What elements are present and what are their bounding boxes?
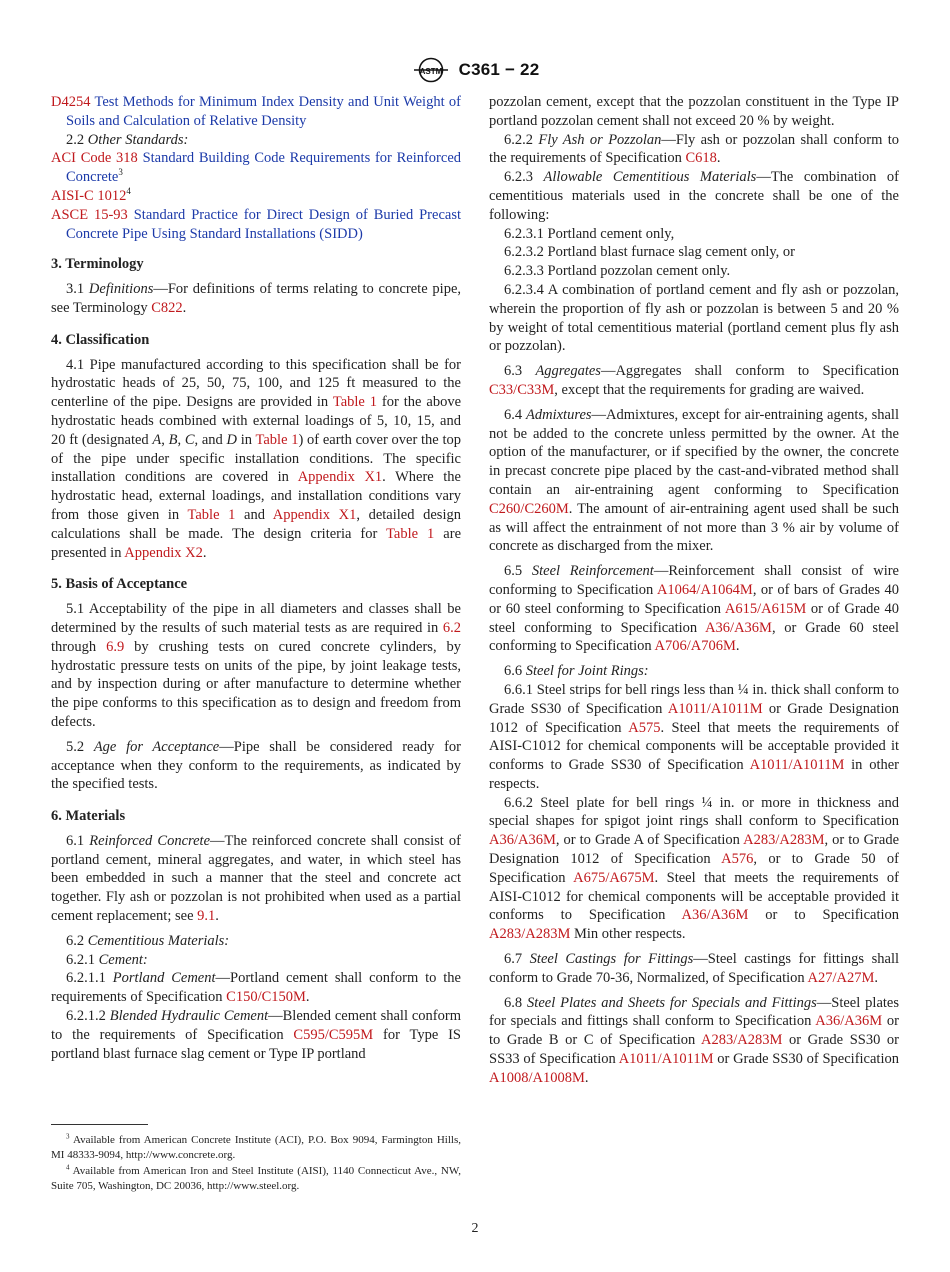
reference-title-link[interactable]: Test Methods for Minimum Index Density and Unit Weight of Soils and Calculation of Relative Density (66, 94, 461, 129)
paragraph: 3.1 Definitions—For definitions of terms relating to concrete pipe, see Terminology C822. (51, 281, 461, 316)
section-link[interactable]: 9.1 (197, 908, 216, 925)
footnote: $^3$ Available from American Concrete Institute (ACI), P.O. Box 9094, Farmington Hills, MI 48333-9094, http://www.concrete.org. (51, 1132, 461, 1162)
reference-code-link[interactable]: ASCE 15-93 (51, 206, 128, 223)
section-heading: 6. Materials (51, 808, 126, 825)
paragraph: 6.2.3 Allowable Cementitious Materials—The combination of cementitious materials used in the concrete shall be one of the following: (489, 169, 900, 223)
paragraph: pozzolan cement, except that the pozzolan constituent in the Type IP portland pozzolan cement shall not exceed 20 % by weight. (489, 94, 899, 129)
footnote: $^4$ Available from American Iron and Steel Institute (AISI), 1140 Connecticut Ave., NW, Suite 705, Washington, DC 20036, http://www.steel.org. (51, 1162, 461, 1192)
paragraph: 6.1 Reinforced Concrete—The reinforced concrete shall consist of portland cement, mineral aggregates, and water, in which steel has been embedded in such a manner that the steel and concrete act together. Fly ash or pozzolan is not prohibited when used as a partial cement replacement; see 9.1. (51, 832, 461, 925)
svg-text:ASTM: ASTM (419, 67, 442, 76)
section-heading: 4. Classification (51, 331, 150, 348)
reference-code-link[interactable]: ACI Code 318 (51, 150, 138, 167)
reference-entry (51, 187, 461, 206)
footnote-divider (51, 1124, 148, 1125)
reference-entry (51, 149, 461, 187)
spec-link[interactable]: A283/A283M (489, 926, 571, 943)
paragraph: 6.6.2 Steel plate for bell rings ¼ in. or more in thickness and special shapes for spigot joint rings shall conform to Specification A36/A36M, or to Grade A of Specification A283/A283M, or to Grade Designation 1012 of Specification A576, or to Grade 50 of Specification A675/A675M. Steel that meets the requirements of AISI-C1012 for chemical components will be acceptable provided it conforms to Specification A36/A36M or to Specification A283/A283M Min other respects. (489, 794, 900, 943)
paragraph: 6.2.3.3 Portland pozzolan cement only. (504, 263, 731, 280)
section-link[interactable]: 6.2 (442, 619, 461, 636)
spec-link[interactable]: A36/A36M (815, 1013, 883, 1030)
spec-link[interactable]: A283/A283M (701, 1032, 783, 1049)
paragraph: 6.4 Admixtures—Admixtures, except for air-entraining agents, shall not be added to the concrete unless permitted by the owner. At the option of the manufacturer, or if specified by the owner, the concrete in precast concrete pipe placed by the cast-and-vibrated method shall contain an air-entraining agent conforming to Specification C260/C260M. The amount of air-entraining agent used shall be such as will affect the entrainment of not more than 3 % air by volume of concrete as discharged from the mixer. (489, 406, 899, 555)
spec-link[interactable]: C822 (151, 299, 183, 316)
paragraph: 6.2.1 Cement: (66, 951, 148, 968)
spec-link[interactable]: A615/A615M (724, 600, 807, 617)
section-heading: 3. Terminology (51, 256, 144, 273)
astm-logo-icon (411, 57, 451, 83)
reference-entry (51, 93, 461, 131)
spec-link[interactable]: A1008/A1008M (489, 1069, 585, 1086)
paragraph: 6.2.2 Fly Ash or Pozzolan—Fly ash or pozzolan shall conform to the requirements of Specification C618. (489, 131, 899, 167)
footnote-ref[interactable]: 3 (118, 167, 123, 178)
paragraph: 6.3 Aggregates—Aggregates shall conform to Specification C33/C33M, except that the requirements for grading are waived. (489, 363, 899, 398)
paragraph: 6.2.1.2 Blended Hydraulic Cement—Blended cement shall conform to the requirements of Specification C595/C595M for Type IS portland blast furnace slag cement or Type IP portland (51, 1008, 461, 1062)
footnotes (51, 1133, 461, 1194)
right-column (489, 93, 899, 1088)
spec-link[interactable]: C260/C260M (489, 500, 569, 517)
spec-link[interactable]: A1011/A1011M (667, 700, 763, 717)
page-header (0, 57, 950, 83)
appendix-link[interactable]: Appendix X1 (272, 506, 357, 523)
reference-code-link[interactable]: AISI-C 1012 (51, 187, 127, 204)
table-link[interactable]: Table 1 (187, 506, 236, 523)
spec-link[interactable]: C33/C33M (489, 381, 555, 398)
page-number: 2 (471, 1221, 479, 1236)
paragraph: 6.8 Steel Plates and Sheets for Specials and Fittings—Steel plates for specials and fittings shall conform to Specification A36/A36M or to Grade B or C of Specification A283/A283M or Grade SS30 or SS33 of Specification A1011/A1011M or Grade SS30 of Specification A1008/A1008M. (489, 994, 899, 1086)
spec-link[interactable]: C618 (685, 150, 717, 167)
spec-link[interactable]: A675/A675M (573, 869, 655, 886)
paragraph: 6.5 Steel Reinforcement—Reinforcement shall consist of wire conforming to Specification A1064/A1064M, or of bars of Grades 40 or 60 steel conforming to Specification A615/A615M or of Grade 40 steel conforming to Specification A36/A36M, or Grade 60 steel conforming to Specification A706/A706M. (489, 563, 899, 655)
paragraph: 5.1 Acceptability of the pipe in all diameters and classes shall be determined by the results of such material tests as are required in 6.2 through 6.9 by crushing tests on cured concrete cylinders, by hydrostatic pressure tests on units of the pipe, by joint leakage tests, and by inspection during or after manufacture to determine whether the pipe conforms to this specification as to design and freedom from defects. (51, 601, 462, 730)
paragraph: 6.7 Steel Castings for Fittings—Steel castings for fittings shall conform to Grade 70-36, Normalized, of Specification A27/A27M. (489, 951, 899, 986)
table-link[interactable]: Table 1 (255, 431, 299, 448)
reference-title-link[interactable]: Standard Practice for Direct Design of Buried Precast Concrete Pipe Using Standard Installations (SIDD) (66, 206, 461, 242)
paragraph: 4.1 Pipe manufactured according to this specification shall be for hydrostatic heads of 25, 50, 75, 100, and 125 ft measured to the centerline of the pipe. Designs are provided in Table 1 for the above hydrostatic heads combined with external loadings of 5, 10, 15, and 20 ft (designated A, B, C, and D in Table 1) of earth cover over the top of the pipe under specific installation conditions. The specific installation conditions are covered in Appendix X1. Where the hydrostatic head, external loadings, and installation conditions vary from those given in Table 1 and Appendix X1, detailed design calculations shall be made. The design criteria for Table 1 are presented in Appendix X2. (51, 356, 462, 561)
spec-link[interactable]: A1011/A1011M (749, 757, 845, 774)
spec-link[interactable]: C595/C595M (293, 1026, 374, 1043)
spec-link[interactable]: A1011/A1011M (618, 1051, 714, 1068)
spec-link[interactable]: A36/A36M (489, 832, 556, 849)
section-link[interactable]: 6.9 (106, 638, 125, 655)
paragraph: 5.2 Age for Acceptance—Pipe shall be considered ready for acceptance when they conform to the requirements, as indicated by the specified tests. (51, 738, 462, 793)
appendix-link[interactable]: Appendix X2 (124, 544, 203, 561)
paragraph: 6.2.3.4 A combination of portland cement and fly ash or pozzolan, wherein the proportion of fly ash or pozzolan is between 5 and 20 % by weight of total cementitious material (portland cement plus fly ash or pozzolan). (489, 281, 899, 355)
paragraph: 6.2.3.2 Portland blast furnace slag cement only, or (504, 244, 795, 261)
paragraph: 6.6.1 Steel strips for bell rings less than ¼ in. thick shall conform to Grade SS30 of Specification A1011/A1011M or Grade Designation 1012 of Specification A575. Steel that meets the requirements of AISI-C1012 for chemical components will be acceptable provided it conforms to Grade SS30 of Specification A1011/A1011M in other respects. (489, 681, 899, 792)
spec-link[interactable]: A283/A283M (743, 832, 825, 849)
spec-link[interactable]: A576 (721, 851, 754, 868)
spec-link[interactable]: A36/A36M (681, 907, 749, 924)
paragraph: 6.2 Cementitious Materials: (66, 932, 230, 949)
spec-link[interactable]: A36/A36M (705, 619, 772, 636)
paragraph: 6.2.3.1 Portland cement only, (504, 225, 675, 242)
spec-link[interactable]: A575 (628, 719, 661, 736)
paragraph: 6.2.1.1 Portland Cement—Portland cement shall conform to the requirements of Specification C150/C150M. (51, 970, 461, 1006)
spec-link[interactable]: A27/A27M (807, 969, 875, 986)
spec-link[interactable]: A1064/A1064M (656, 581, 753, 598)
subsection-heading: 2.2 Other Standards: (66, 131, 189, 148)
spec-link[interactable]: C150/C150M (226, 989, 306, 1006)
reference-code-link[interactable]: D4254 (51, 94, 91, 110)
left-column (51, 93, 461, 1063)
spec-link[interactable]: A706/A706M (654, 638, 736, 655)
reference-title-link[interactable]: Standard Building Code Requirements for Reinforced Concrete (66, 150, 462, 186)
footnote-ref[interactable]: 4 (126, 186, 131, 197)
table-link[interactable]: Table 1 (332, 394, 378, 411)
section-heading: 5. Basis of Acceptance (51, 576, 188, 593)
paragraph: 6.6 Steel for Joint Rings: (504, 663, 649, 680)
document-designation: C361 − 22 (458, 60, 540, 79)
reference-entry (51, 206, 461, 244)
table-link[interactable]: Table 1 (386, 525, 435, 542)
appendix-link[interactable]: Appendix X1 (297, 469, 383, 486)
